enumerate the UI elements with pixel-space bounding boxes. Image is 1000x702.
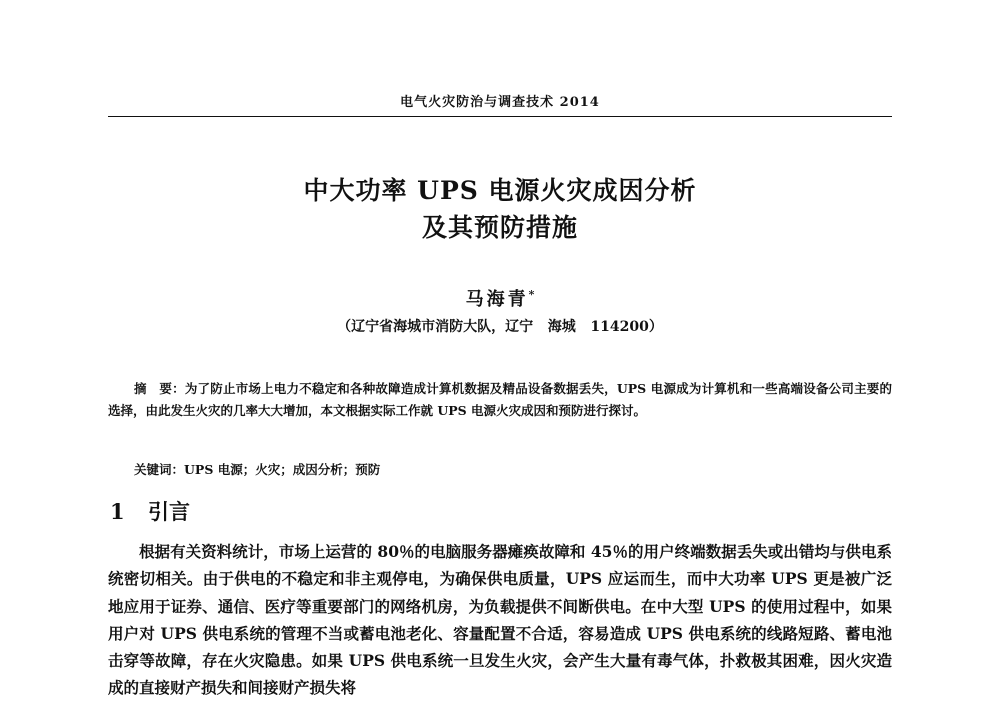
keywords-text: UPS 电源；火灾；成因分析；预防 — [184, 462, 381, 477]
article-title-line-1: 中大功率 UPS 电源火灾成因分析 — [303, 176, 697, 205]
header-rule — [108, 116, 892, 117]
section-number: 1 — [110, 499, 125, 524]
abstract — [108, 378, 892, 422]
author-footnote-mark: * — [528, 288, 535, 301]
author — [108, 285, 892, 311]
keywords-label: 关键词： — [134, 462, 185, 477]
author-name: 马海青 — [465, 289, 529, 310]
keywords — [134, 460, 892, 478]
abstract-label: 摘 要： — [134, 381, 185, 396]
section-heading — [110, 496, 190, 526]
author-affiliation: （辽宁省海城市消防大队，辽宁 海城 114200） — [337, 319, 663, 335]
section-title: 引言 — [148, 499, 190, 524]
running-header: 电气火灾防治与调查技术 2014 — [400, 95, 600, 110]
section-paragraph: 根据有关资料统计，市场上运营的 80％的电脑服务器瘫痪故障和 45％的用户终端数据丢失或出错均与供电系统密切相关。由于供电的不稳定和非主观停电，为确保供电质量，UPS 应运而生，而中大功率 UPS 更是被广泛地应用于证券、通信、医疗等重要部门的网络机房，为负载提供不间断供电。在中大型 UPS 的使用过程中，如果用户对 UPS 供电系统的管理不当或蓄电池老化、容量配置不合适，容易造成 UPS 供电系统的线路短路、蓄电池击穿等故障，存在火灾隐患。如果 UPS 供电系统一旦发生火灾，会产生大量有毒气体，扑救极其困难，因火灾造成的直接财产损失和间接财产损失将 — [108, 542, 892, 698]
article-title-line-2: 及其预防措施 — [421, 213, 578, 242]
abstract-text: 为了防止市场上电力不稳定和各种故障造成计算机数据及精品设备数据丢失，UPS 电源成为计算机和一些高端设备公司主要的选择，由此发生火灾的几率大大增加，本文根据实际工作就 UPS 电源火灾成因和预防进行探讨。 — [108, 381, 892, 418]
